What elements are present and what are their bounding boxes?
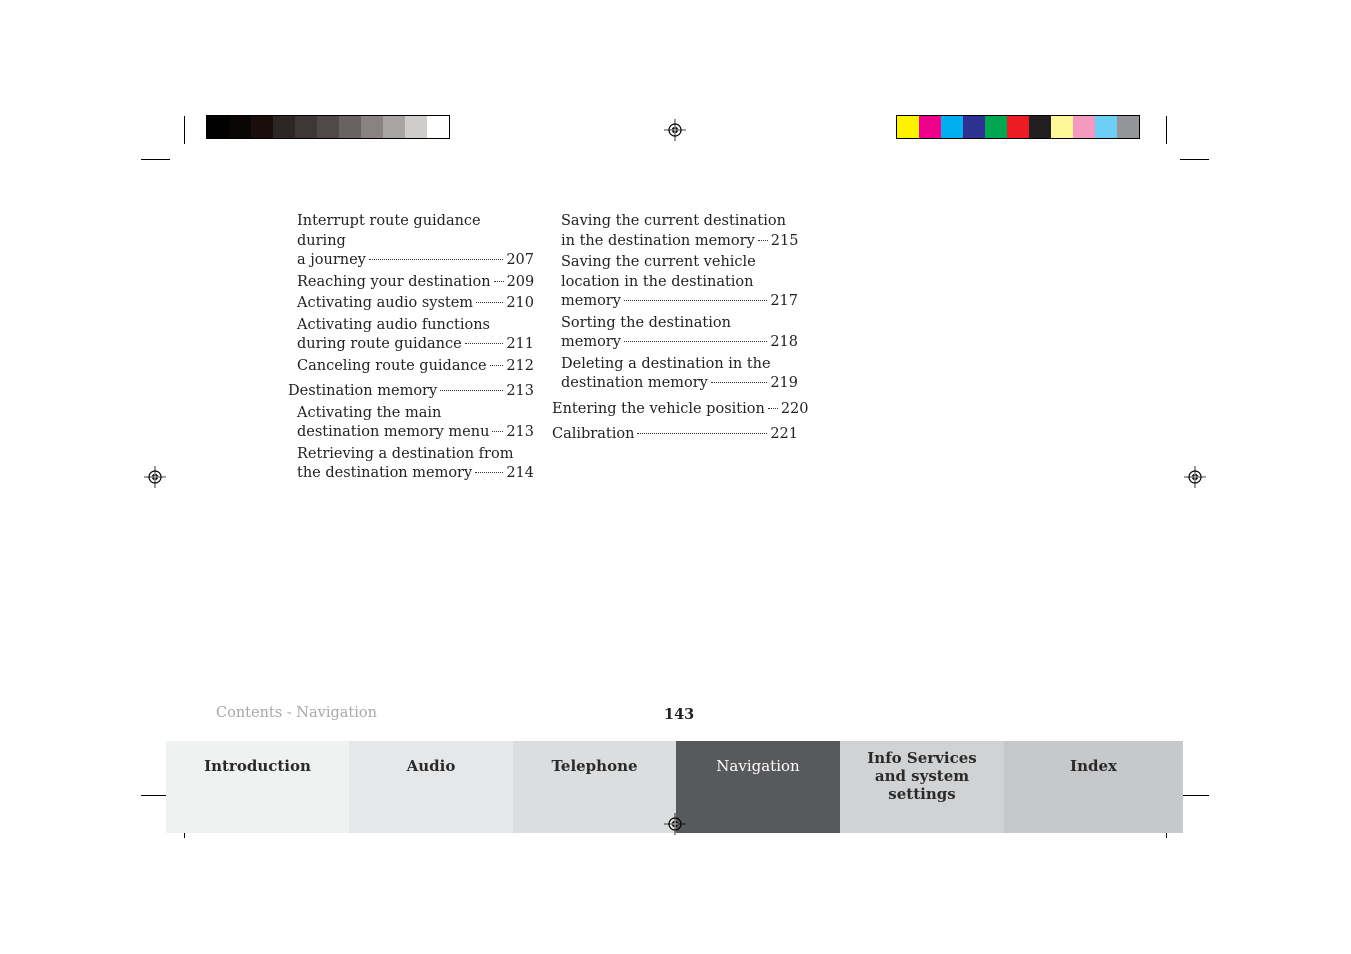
toc-page-number: 220 bbox=[780, 400, 809, 417]
registration-mark-icon bbox=[664, 813, 686, 835]
toc-entry[interactable] bbox=[552, 425, 798, 445]
color-swatch bbox=[1007, 116, 1029, 138]
toc-entry[interactable] bbox=[552, 400, 809, 420]
color-swatch bbox=[919, 116, 941, 138]
registration-mark-icon bbox=[1184, 466, 1206, 488]
toc-entry-text: Destination memory bbox=[288, 383, 438, 399]
toc-entry-text: a journey bbox=[297, 252, 366, 268]
toc-entry-text: Reaching your destination bbox=[297, 273, 491, 290]
toc-entry[interactable] bbox=[288, 316, 534, 355]
page-number: 143 bbox=[664, 706, 695, 723]
tab-navigation[interactable] bbox=[676, 741, 840, 833]
toc-page-number: 211 bbox=[506, 336, 534, 352]
color-swatch bbox=[361, 116, 383, 138]
toc-page-number: 213 bbox=[506, 424, 534, 440]
toc-entry-text: memory bbox=[561, 334, 621, 350]
toc-entry[interactable] bbox=[552, 212, 798, 251]
color-swatch bbox=[317, 116, 339, 138]
toc-page-number: 214 bbox=[506, 465, 534, 481]
toc-page-number: 219 bbox=[770, 375, 798, 391]
color-swatch bbox=[295, 116, 317, 138]
toc-entry[interactable] bbox=[288, 357, 534, 377]
leader-dots bbox=[711, 382, 767, 383]
crop-mark bbox=[184, 116, 185, 144]
toc-page-number: 213 bbox=[506, 383, 534, 399]
color-swatch bbox=[1073, 116, 1095, 138]
toc-entry[interactable] bbox=[288, 404, 534, 443]
leader-dots bbox=[624, 341, 767, 342]
toc-entry[interactable] bbox=[288, 382, 534, 402]
toc-entry[interactable] bbox=[552, 253, 798, 312]
toc-entry-text: Sorting the destination bbox=[561, 314, 731, 331]
toc-entry-text: Activating the main bbox=[297, 404, 442, 421]
leader-dots bbox=[476, 302, 503, 303]
toc-entry[interactable] bbox=[288, 273, 534, 293]
toc-entry-text: during route guidance bbox=[297, 336, 462, 352]
toc-entry-text: Saving the current vehicle bbox=[561, 254, 756, 270]
crop-mark bbox=[141, 159, 170, 160]
color-swatch bbox=[339, 116, 361, 138]
toc-entry-text: memory bbox=[561, 293, 621, 309]
crop-mark bbox=[1180, 795, 1209, 796]
color-swatch bbox=[941, 116, 963, 138]
leader-dots bbox=[768, 408, 778, 409]
color-swatch bbox=[273, 116, 295, 138]
toc-entry-text: Canceling route guidance bbox=[297, 357, 487, 374]
toc-entry-text: destination memory bbox=[561, 375, 708, 391]
leader-dots bbox=[637, 433, 767, 434]
toc-column-right bbox=[552, 212, 809, 447]
toc-entry-text: in the destination memory bbox=[561, 232, 755, 249]
section-title: Contents - Navigation bbox=[216, 705, 377, 721]
leader-dots bbox=[490, 365, 504, 366]
tab-label: Navigation bbox=[716, 757, 800, 775]
grayscale-color-bar bbox=[206, 115, 450, 139]
toc-entry-text: location in the destination bbox=[561, 273, 754, 290]
toc-entry-text: Calibration bbox=[552, 426, 635, 442]
color-swatch bbox=[1051, 116, 1073, 138]
registration-mark-icon bbox=[144, 466, 166, 488]
toc-page-number: 215 bbox=[770, 232, 799, 249]
color-swatch bbox=[405, 116, 427, 138]
color-swatch bbox=[427, 116, 449, 138]
tab-label: Introduction bbox=[204, 757, 311, 775]
toc-entry[interactable] bbox=[288, 212, 534, 271]
toc-page-number: 221 bbox=[770, 426, 798, 442]
tab-info-services[interactable] bbox=[840, 741, 1004, 833]
toc-page-number: 210 bbox=[506, 295, 534, 311]
crop-mark bbox=[1166, 116, 1167, 144]
color-swatch bbox=[207, 116, 229, 138]
color-swatch bbox=[963, 116, 985, 138]
toc-entry-text: Interrupt route guidance during bbox=[297, 213, 481, 249]
color-swatch bbox=[985, 116, 1007, 138]
toc-entry-text: Activating audio functions bbox=[297, 316, 490, 333]
color-swatch bbox=[897, 116, 919, 138]
leader-dots bbox=[465, 343, 504, 344]
toc-entry-text: Saving the current destination bbox=[561, 213, 786, 229]
toc-entry-text: Deleting a destination in the bbox=[561, 355, 771, 372]
leader-dots bbox=[369, 259, 503, 260]
tab-index[interactable] bbox=[1004, 741, 1183, 833]
color-swatch bbox=[251, 116, 273, 138]
toc-page-number: 217 bbox=[770, 293, 798, 309]
color-swatch bbox=[383, 116, 405, 138]
toc-entry-text: Retrieving a destination from bbox=[297, 445, 514, 462]
color-swatch bbox=[229, 116, 251, 138]
toc-entry[interactable] bbox=[288, 294, 534, 314]
toc-entry-text: the destination memory bbox=[297, 465, 473, 481]
tab-label: Index bbox=[1070, 757, 1117, 775]
toc-entry-text: Entering the vehicle position bbox=[552, 400, 765, 417]
toc-entry[interactable] bbox=[288, 445, 534, 484]
toc-page-number: 209 bbox=[506, 273, 535, 290]
toc-column-left bbox=[288, 212, 534, 486]
color-swatch bbox=[1029, 116, 1051, 138]
process-color-bar bbox=[896, 115, 1140, 139]
leader-dots bbox=[492, 431, 503, 432]
tab-audio[interactable] bbox=[349, 741, 513, 833]
tab-label: Info Services and system settings bbox=[867, 749, 977, 803]
tab-telephone[interactable] bbox=[513, 741, 676, 833]
color-swatch bbox=[1095, 116, 1117, 138]
toc-entry-text: destination memory menu bbox=[297, 424, 490, 440]
toc-page-number: 212 bbox=[506, 357, 534, 374]
leader-dots bbox=[440, 390, 503, 391]
toc-page-number: 207 bbox=[506, 252, 534, 268]
toc-entry[interactable] bbox=[552, 314, 798, 353]
toc-page-number: 218 bbox=[770, 334, 798, 350]
registration-mark-icon bbox=[664, 119, 686, 141]
toc-entry-text: Activating audio system bbox=[297, 295, 474, 311]
tab-introduction[interactable] bbox=[166, 741, 349, 833]
leader-dots bbox=[758, 240, 768, 241]
tab-label: Telephone bbox=[551, 757, 638, 775]
leader-dots bbox=[624, 300, 767, 301]
toc-entry[interactable] bbox=[552, 355, 798, 394]
color-swatch bbox=[1117, 116, 1139, 138]
crop-mark bbox=[1180, 159, 1209, 160]
leader-dots bbox=[494, 281, 504, 282]
leader-dots bbox=[475, 472, 503, 473]
tab-label: Audio bbox=[406, 757, 456, 775]
